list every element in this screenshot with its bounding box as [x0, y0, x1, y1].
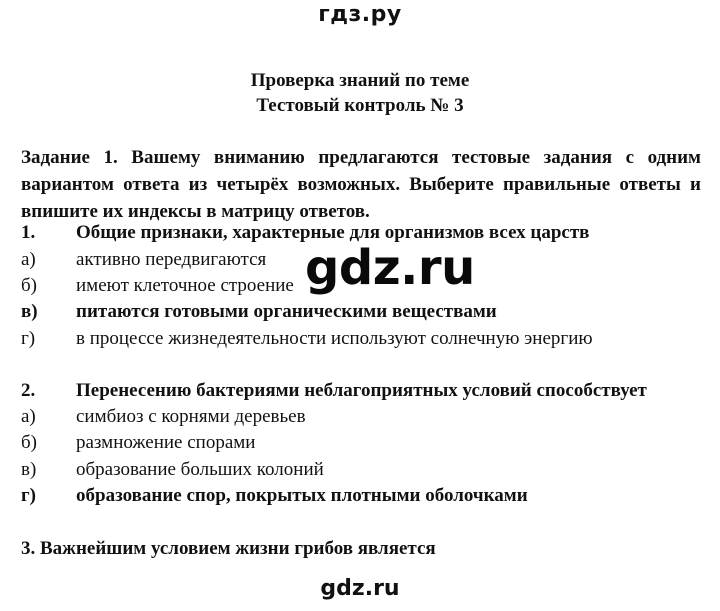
option-letter: б): [21, 275, 37, 296]
option-letter: г): [21, 328, 36, 349]
page-title: Проверка знаний по теме: [250, 70, 470, 91]
option-letter: б): [21, 432, 37, 453]
question-2-option-v: [21, 459, 701, 485]
page-subtitle: Тестовый контроль № 3: [256, 95, 464, 116]
option-text: активно передвигаются: [76, 249, 267, 270]
question-1-option-v-correct: [21, 301, 701, 327]
watermark-top: гдз.ру: [318, 2, 402, 27]
option-text: имеют клеточное строение: [76, 275, 294, 296]
task-instruction: Задание 1. Вашему вниманию предлагаются тестовые задания с одним вариантом ответа из четырёх возможных. Выберите правильные ответы и впишите их индексы в матрицу ответов.: [21, 147, 701, 222]
option-letter: а): [21, 249, 36, 270]
option-text: размножение спорами: [76, 432, 256, 453]
question-1-option-g: [21, 328, 701, 354]
option-letter: г): [21, 485, 36, 506]
question-2-option-g-correct: [21, 485, 701, 511]
question-text: Общие признаки, характерные для организмов всех царств: [76, 222, 590, 243]
watermark-center: gdz.ru: [301, 244, 479, 294]
option-letter: а): [21, 406, 36, 427]
option-text: образование больших колоний: [76, 459, 324, 480]
question-3: [21, 538, 436, 560]
option-text: питаются готовыми органическими веществами: [76, 301, 497, 322]
question-2-option-a: [21, 406, 701, 432]
option-text: в процессе жизнедеятельности используют солнечную энергию: [76, 328, 593, 349]
question-2: [21, 380, 701, 406]
question-text: Важнейшим условием жизни грибов является: [40, 538, 436, 559]
question-2-option-b: [21, 432, 701, 458]
question-number: 2.: [21, 380, 36, 401]
option-letter: в): [21, 459, 37, 480]
question-text: Перенесению бактериями неблагоприятных условий способствует: [76, 380, 647, 401]
option-text: симбиоз с корнями деревьев: [76, 406, 306, 427]
option-letter: в): [21, 301, 38, 322]
watermark-bottom: gdz.ru: [320, 576, 400, 601]
question-number: 1.: [21, 222, 36, 243]
question-number: 3.: [21, 538, 36, 559]
option-text: образование спор, покрытых плотными оболочками: [76, 485, 528, 506]
